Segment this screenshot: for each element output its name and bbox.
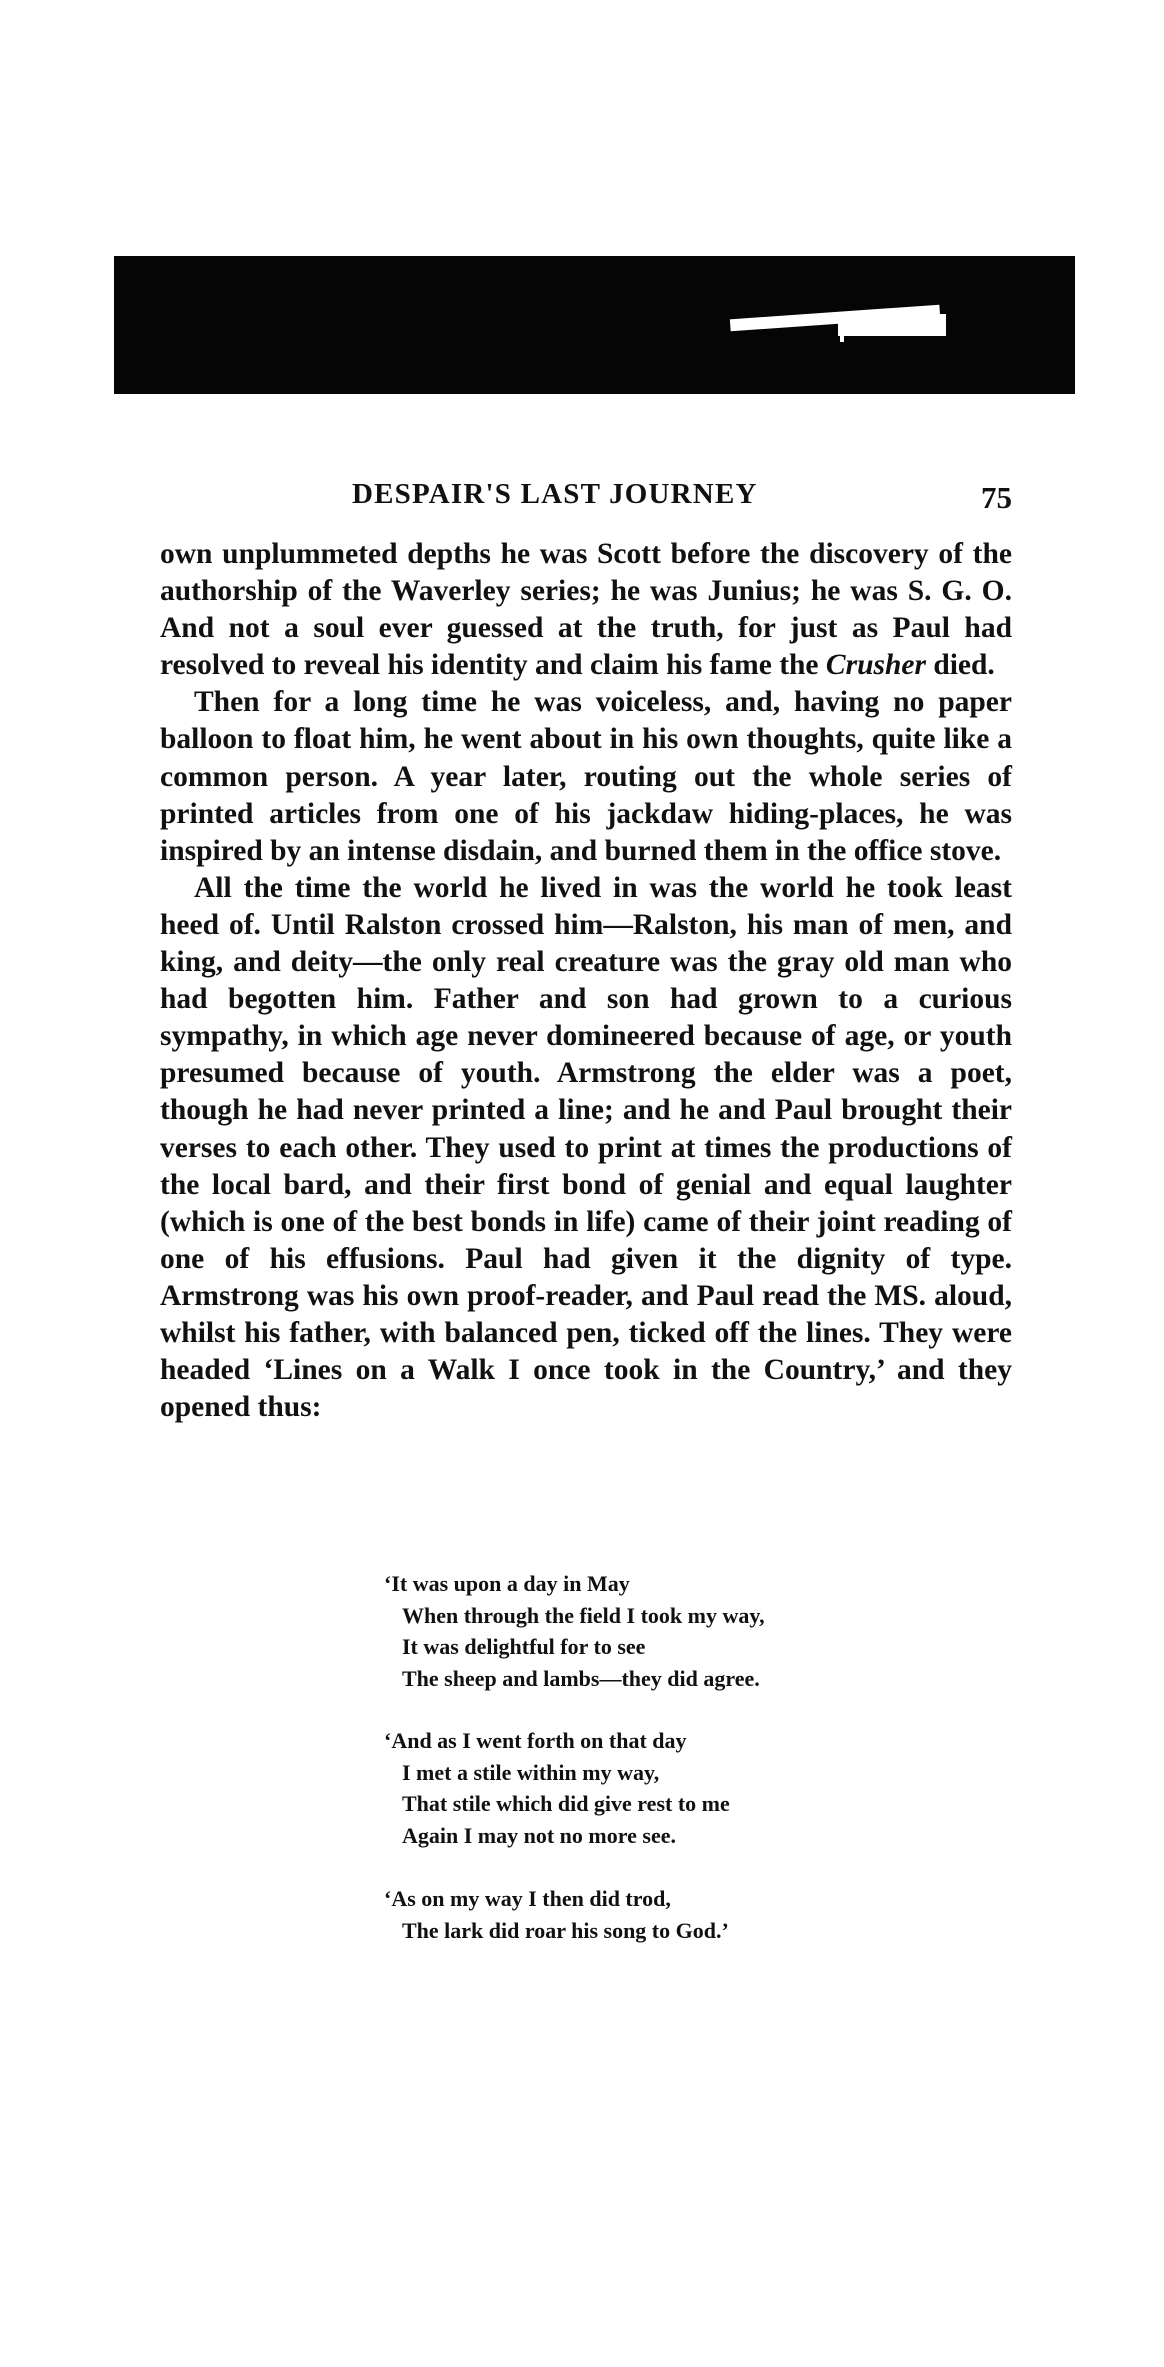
verse-stanza — [384, 1568, 765, 1694]
scan-artifact — [838, 314, 946, 336]
verse-line: ‘It was upon a day in May — [384, 1571, 630, 1596]
paragraph: Then for a long time he was voiceless, and, having no paper balloon to float him, he went about in his own thoughts, quite like a common person. A year later, routing out the whole series of printed articles from one of his jackdaw hiding-places, he was inspired by an intense disdain, and burned them in the office stove. — [160, 686, 1012, 867]
paragraph: All the time the world he lived in was the world he took least heed of. Until Ralston crossed him—Ralston, his man of men, and king, and deity—the only real creature was the gray old man who had begotten him. Father and son had grown to a curious sympathy, in which age never domineered because of age, or youth presumed because of youth. Armstrong the elder was a poet, though he had never printed a line; and he and Paul brought their verses to each other. They used to print at times the productions of the local bard, and their first bond of genial and equal laughter (which is one of the best bonds in life) came of their joint reading of one of his effusions. Paul had given it the dignity of type. Armstrong was his own proof-reader, and Paul read the MS. aloud, whilst his father, with balanced pen, ticked off the lines. They were headed ‘Lines on a Walk I once took in the Country,’ and they opened thus: — [160, 871, 1012, 1424]
running-head — [160, 478, 1012, 522]
paragraph-continued — [160, 536, 1012, 684]
italic-title: Crusher — [825, 649, 926, 682]
verse-line: ‘As on my way I then did trod, — [384, 1886, 671, 1911]
verse-line: It was delightful for to see — [402, 1634, 646, 1659]
body-text — [160, 536, 1012, 1426]
running-title: DESPAIR'S LAST JOURNEY — [352, 478, 758, 510]
verse-line: When through the field I took my way, — [402, 1602, 765, 1628]
redaction-bar — [114, 256, 1075, 394]
verse-line: I met a stile within my way, — [402, 1759, 660, 1785]
verse-line: The lark did roar his song to God.’ — [402, 1917, 729, 1943]
paragraph-text: died. — [925, 649, 995, 682]
paragraph-text: own unplummeted depths he was Scott before the discovery of the authorship of the Waverley series; he was Junius; he was S. G. O. And not a soul ever guessed at the truth, for just as Paul had resolved to reveal his identity and claim his fame the — [160, 538, 1012, 682]
verse-line: Again I may not no more see. — [402, 1822, 676, 1848]
verse-stanza — [384, 1883, 729, 1946]
scan-artifact — [840, 316, 844, 342]
verse-line: The sheep and lambs—they did agree. — [402, 1665, 760, 1691]
verse-line: ‘And as I went forth on that day — [384, 1728, 687, 1753]
verse-stanza — [384, 1725, 730, 1851]
page-number: 75 — [981, 480, 1012, 515]
verse-line: That stile which did give rest to me — [402, 1791, 730, 1816]
